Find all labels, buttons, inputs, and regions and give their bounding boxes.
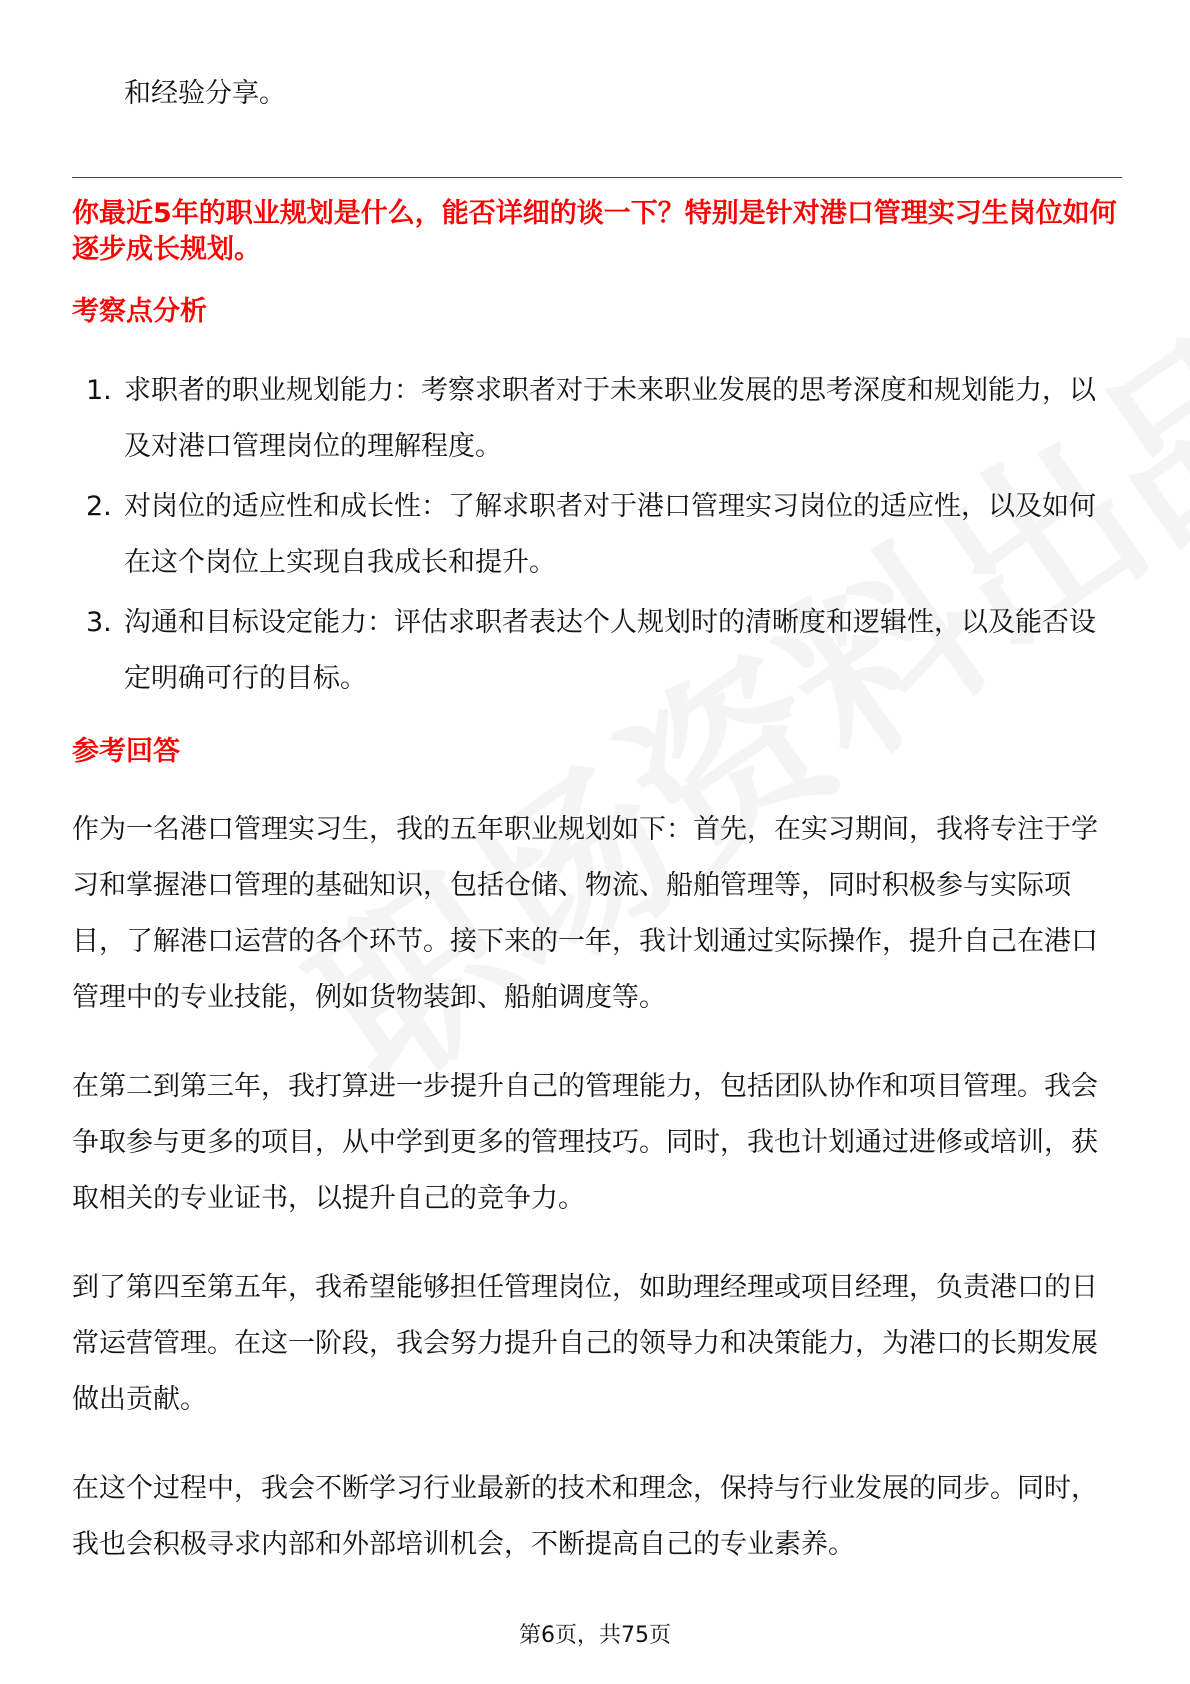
point-text: 对岗位的适应性和成长性：了解求职者对于港口管理实习岗位的适应性，以及如何在这个岗位上实现自我成长和提升。 bbox=[124, 491, 1096, 578]
analysis-point bbox=[72, 363, 1122, 475]
point-text: 求职者的职业规划能力：考察求职者对于未来职业发展的思考深度和规划能力，以及对港口管理岗位的理解程度。 bbox=[124, 375, 1096, 462]
answer-paragraph: 作为一名港口管理实习生，我的五年职业规划如下：首先，在实习期间，我将专注于学习和掌握港口管理的基础知识，包括仓储、物流、船舶管理等，同时积极参与实际项目，了解港口运营的各个环节。接下来的一年，我计划通过实际操作，提升自己在港口管理中的专业技能，例如货物装卸、船舶调度等。 bbox=[72, 814, 1098, 1013]
point-text: 沟通和目标设定能力：评估求职者表达个人规划时的清晰度和逻辑性，以及能否设定明确可行的目标。 bbox=[124, 607, 1096, 694]
analysis-list bbox=[72, 363, 1122, 711]
analysis-point bbox=[72, 595, 1122, 707]
answer-paragraph: 到了第四至第五年，我希望能够担任管理岗位，如助理经理或项目经理，负责港口的日常运营管理。在这一阶段，我会努力提升自己的领导力和决策能力，为港口的长期发展做出贡献。 bbox=[72, 1272, 1098, 1415]
point-number: 3. bbox=[86, 607, 112, 638]
page-number: 第6页，共75页 bbox=[519, 1623, 671, 1648]
continuation-text: 和经验分享。 bbox=[124, 78, 286, 109]
answer-heading: 参考回答 bbox=[72, 736, 180, 767]
answer-paragraph: 在这个过程中，我会不断学习行业最新的技术和理念，保持与行业发展的同步。同时，我也会积极寻求内部和外部培训机会，不断提高自己的专业素养。 bbox=[72, 1473, 1098, 1560]
analysis-point bbox=[72, 479, 1122, 591]
question-title: 你最近5年的职业规划是什么，能否详细的谈一下？特别是针对港口管理实习生岗位如何逐步成长规划。 bbox=[72, 198, 1117, 265]
answer-paragraph: 在第二到第三年，我打算进一步提升自己的管理能力，包括团队协作和项目管理。我会争取参与更多的项目，从中学到更多的管理技巧。同时，我也计划通过进修或培训，获取相关的专业证书，以提升自己的竞争力。 bbox=[72, 1071, 1098, 1214]
point-number: 1. bbox=[86, 375, 112, 406]
point-number: 2. bbox=[86, 491, 112, 522]
analysis-heading: 考察点分析 bbox=[72, 296, 207, 327]
divider bbox=[72, 177, 1122, 178]
